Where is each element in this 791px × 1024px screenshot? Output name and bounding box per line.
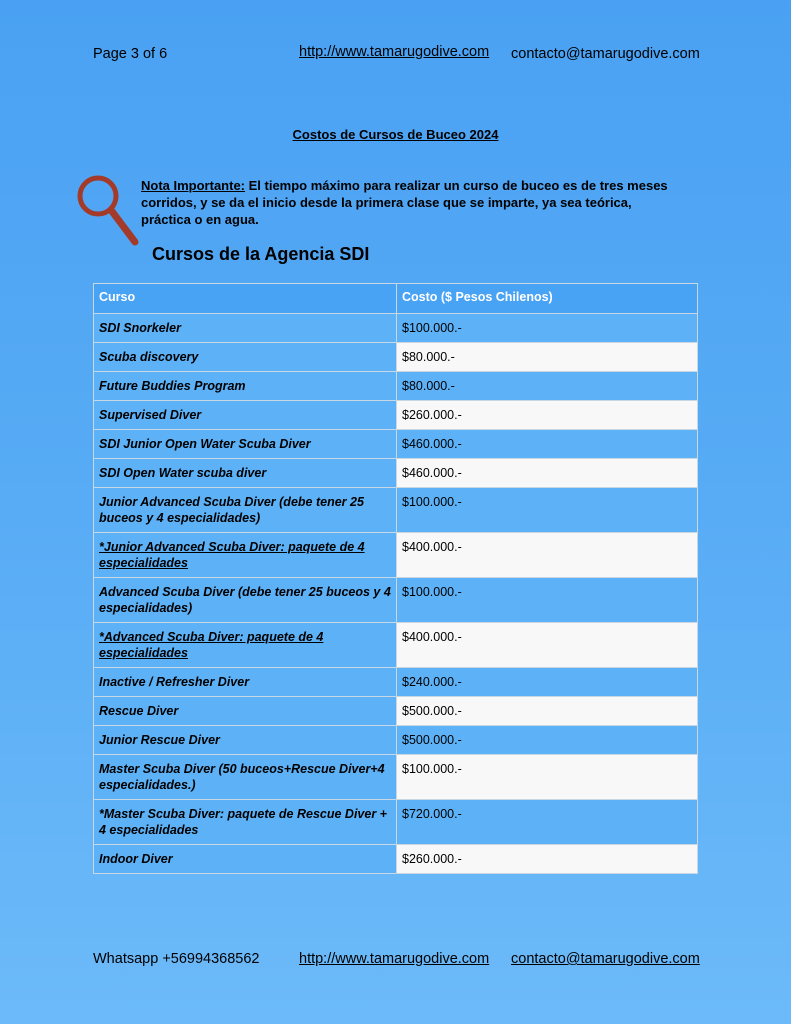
important-note — [141, 177, 681, 228]
table-row — [94, 430, 698, 459]
note-text: El tiempo máximo para realizar un curso de buceo es de tres meses corridos, y se da el inicio desde la primera clase que se imparte, ya sea teórica, práctica o en agua. — [141, 178, 668, 227]
header-email: contacto@tamarugodive.com — [511, 46, 700, 62]
column-header-course: Curso — [94, 284, 397, 314]
page-title: Costos de Cursos de Buceo 2024 — [292, 127, 499, 142]
course-name: Advanced Scuba Diver (debe tener 25 buceos y 4 especialidades) — [94, 578, 397, 623]
course-price: $500.000.- — [397, 697, 698, 726]
course-price: $100.000.- — [397, 488, 698, 533]
note-lead: Nota Importante: — [141, 178, 245, 193]
course-name: SDI Snorkeler — [94, 314, 397, 343]
table-row — [94, 488, 698, 533]
course-name: *Advanced Scuba Diver: paquete de 4 especialidades — [94, 623, 397, 668]
table-row — [94, 533, 698, 578]
course-name: SDI Junior Open Water Scuba Diver — [94, 430, 397, 459]
table-row — [94, 459, 698, 488]
course-name: Rescue Diver — [94, 697, 397, 726]
course-name: Supervised Diver — [94, 401, 397, 430]
course-name: Junior Rescue Diver — [94, 726, 397, 755]
table-header-row — [94, 284, 698, 314]
course-price: $100.000.- — [397, 314, 698, 343]
header-website-link[interactable]: http://www.tamarugodive.com — [299, 44, 490, 60]
course-price: $460.000.- — [397, 459, 698, 488]
course-price: $720.000.- — [397, 800, 698, 845]
course-name: *Master Scuba Diver: paquete de Rescue Diver + 4 especialidades — [94, 800, 397, 845]
course-price: $240.000.- — [397, 668, 698, 697]
course-name: SDI Open Water scuba diver — [94, 459, 397, 488]
page-number: Page 3 of 6 — [93, 46, 168, 62]
footer-website-link[interactable]: http://www.tamarugodive.com — [299, 951, 490, 967]
course-name: Indoor Diver — [94, 845, 397, 874]
course-name: Future Buddies Program — [94, 372, 397, 401]
table-row — [94, 314, 698, 343]
table-row — [94, 372, 698, 401]
table-row — [94, 668, 698, 697]
column-header-cost: Costo ($ Pesos Chilenos) — [397, 284, 698, 314]
course-price-table — [93, 283, 698, 874]
table-row — [94, 343, 698, 372]
course-price: $260.000.- — [397, 401, 698, 430]
table-row — [94, 845, 698, 874]
course-price: $260.000.- — [397, 845, 698, 874]
table-row — [94, 623, 698, 668]
course-name: Scuba discovery — [94, 343, 397, 372]
course-name: *Junior Advanced Scuba Diver: paquete de 4 especialidades — [94, 533, 397, 578]
table-row — [94, 578, 698, 623]
course-name: Inactive / Refresher Diver — [94, 668, 397, 697]
course-price: $80.000.- — [397, 343, 698, 372]
course-name: Master Scuba Diver (50 buceos+Rescue Diver+4 especialidades.) — [94, 755, 397, 800]
course-price: $400.000.- — [397, 533, 698, 578]
course-price: $460.000.- — [397, 430, 698, 459]
agency-heading: Cursos de la Agencia SDI — [152, 244, 370, 264]
table-row — [94, 697, 698, 726]
course-price: $100.000.- — [397, 578, 698, 623]
footer-whatsapp: Whatsapp +56994368562 — [93, 951, 260, 967]
table-row — [94, 726, 698, 755]
magnifier-icon — [74, 170, 140, 248]
footer-email-link[interactable]: contacto@tamarugodive.com — [511, 951, 700, 967]
course-price: $100.000.- — [397, 755, 698, 800]
table-row — [94, 800, 698, 845]
table-row — [94, 755, 698, 800]
table-row — [94, 401, 698, 430]
course-name: Junior Advanced Scuba Diver (debe tener 25 buceos y 4 especialidades) — [94, 488, 397, 533]
course-price: $500.000.- — [397, 726, 698, 755]
course-price: $80.000.- — [397, 372, 698, 401]
course-price: $400.000.- — [397, 623, 698, 668]
